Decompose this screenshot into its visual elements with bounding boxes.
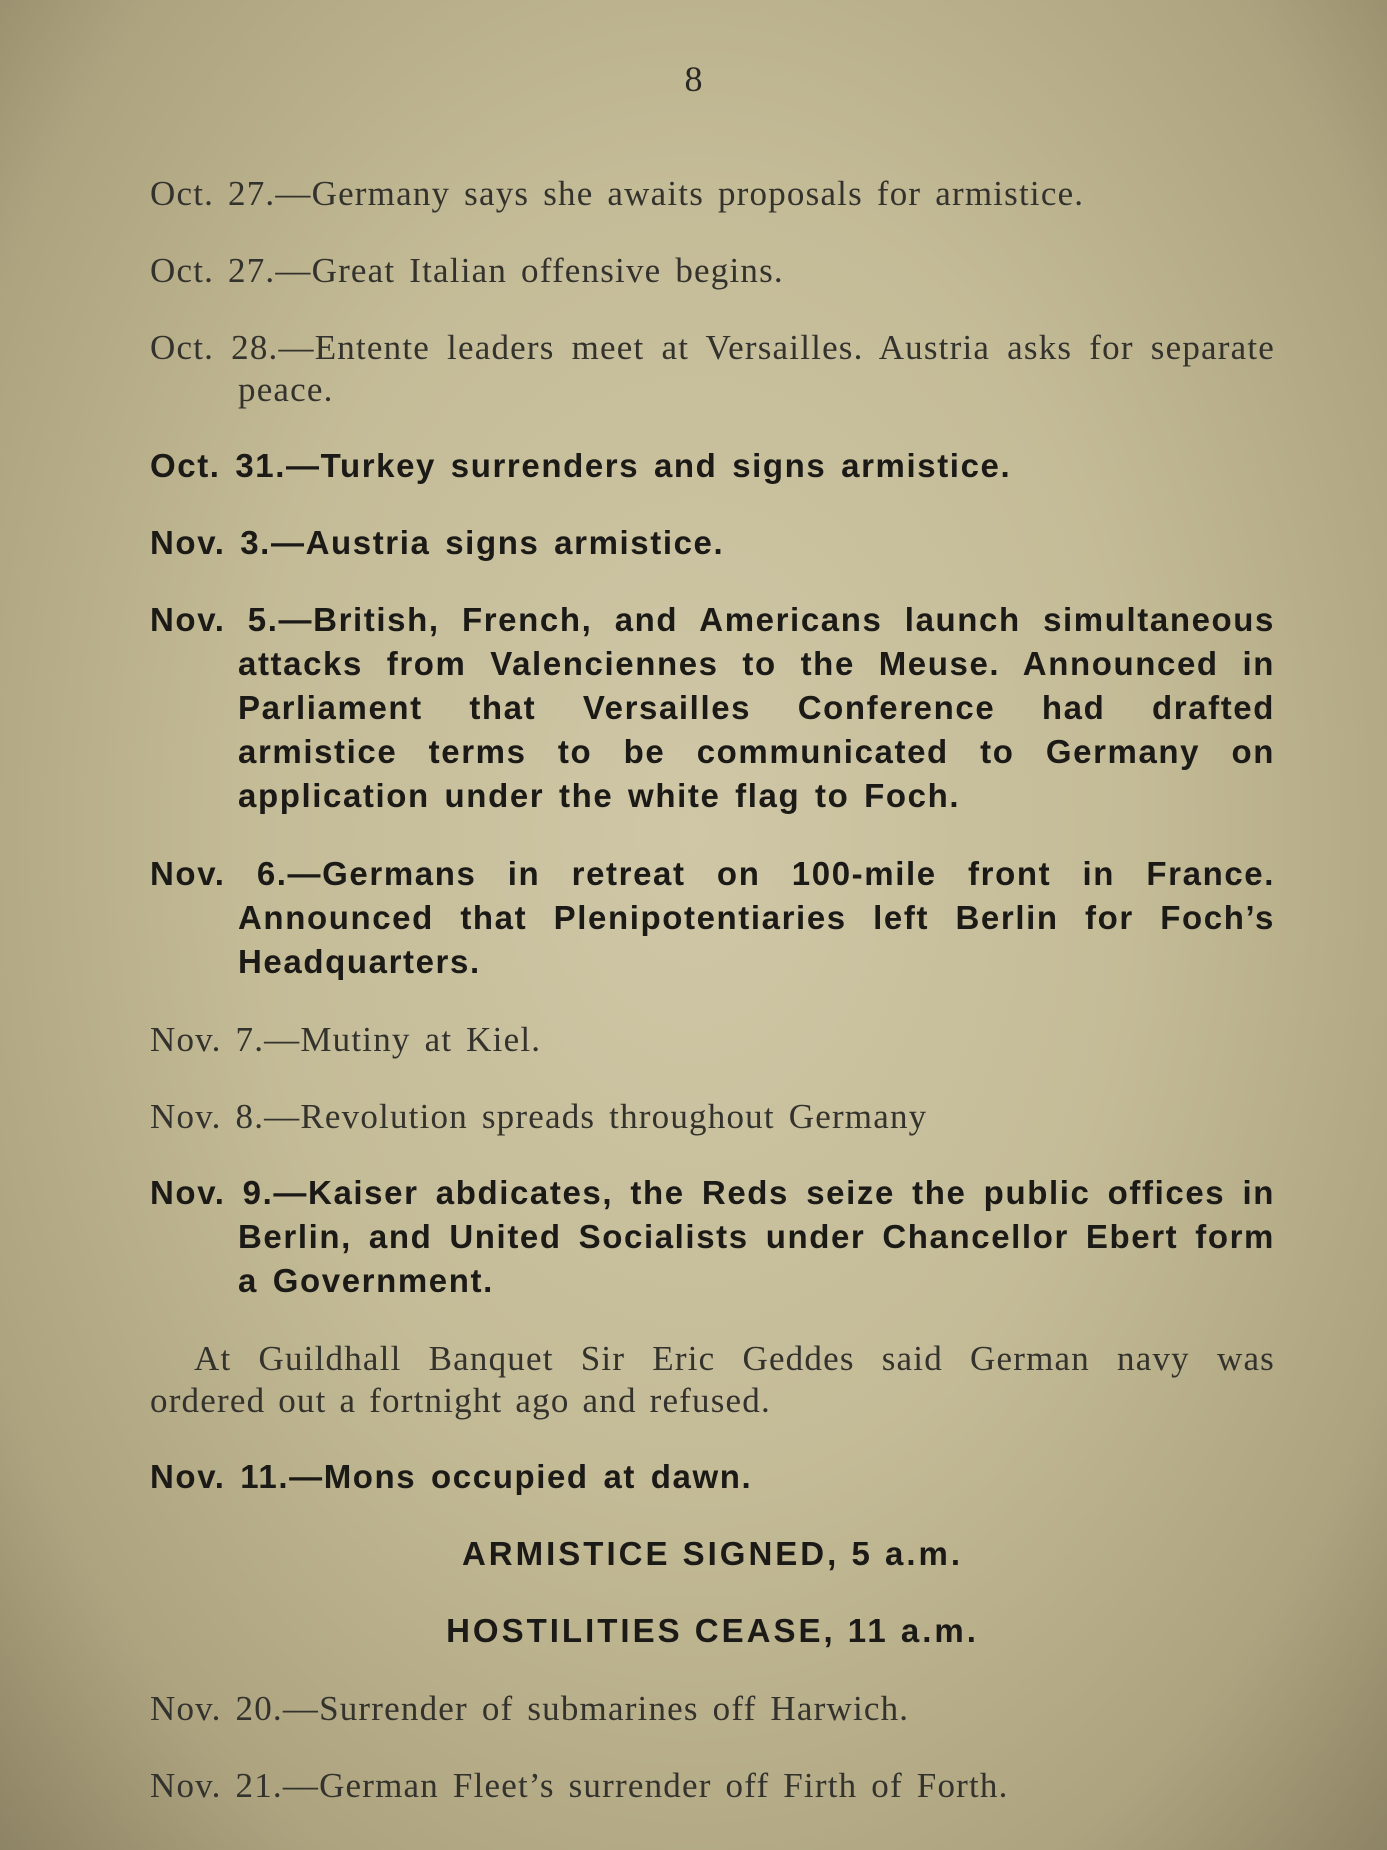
hostilities-cease-headline: HOSTILITIES CEASE, 11 a.m. [446, 1612, 979, 1649]
entry-date: Oct. 28. [150, 328, 279, 367]
entry-date: Nov. 20. [150, 1689, 283, 1728]
entry-dash: — [273, 1174, 309, 1211]
entry-text: Austria signs armistice. [305, 524, 725, 561]
entry-dash: — [287, 855, 323, 892]
entry-dash: — [282, 1689, 320, 1728]
entry-date: Nov. 9. [150, 1174, 274, 1211]
entry-oct-27-proposals [150, 173, 1275, 215]
entry-date: Nov. 11. [150, 1458, 290, 1495]
entry-date: Nov. 5. [150, 601, 279, 638]
entry-dash: — [264, 1097, 301, 1136]
guildhall-paragraph: At Guildhall Banquet Sir Eric Geddes said German navy was ordered out a fortnight ago and refused. [150, 1339, 1275, 1420]
entry-text: Germans in retreat on 100-mile front in France. Announced that Plenipotentiaries left Berlin for Foch’s Headquarters. [238, 855, 1275, 980]
entry-dash: — [289, 1458, 324, 1495]
entry-dash: — [264, 1020, 301, 1059]
entry-text: British, French, and Americans launch simultaneous attacks from Valenciennes to the Meuse. Announced in Parliament that Versailles Conference had drafted armistice terms to be communicated to Germany on application under the white flag to Foch. [238, 601, 1275, 814]
entry-nov-21 [150, 1765, 1275, 1807]
entry-text: Turkey surrenders and signs armistice. [320, 447, 1012, 484]
entry-text: Mons occupied at dawn. [323, 1458, 753, 1495]
entry-text: Revolution spreads throughout Germany [300, 1097, 928, 1136]
entry-oct-31 [150, 444, 1275, 488]
entry-text: Mutiny at Kiel. [300, 1020, 542, 1059]
entry-nov-9 [150, 1171, 1275, 1303]
entry-dash: — [278, 601, 314, 638]
entry-dash: — [275, 251, 312, 290]
entry-dash: — [270, 524, 306, 561]
page-number: 8 [684, 59, 703, 99]
entry-date: Nov. 3. [150, 524, 271, 561]
entry-nov-3 [150, 521, 1275, 565]
entry-text: Germany says she awaits proposals for armistice. [311, 174, 1085, 213]
entry-nov-6 [150, 852, 1275, 984]
entry-dash: — [275, 174, 312, 213]
entry-text: German Fleet’s surrender off Firth of Forth. [319, 1766, 1009, 1805]
entry-nov-11 [150, 1455, 1275, 1499]
entry-date: Nov. 21. [150, 1766, 283, 1805]
chronology-text [150, 138, 1275, 1830]
entry-text: Surrender of submarines off Harwich. [319, 1689, 910, 1728]
entry-text: Kaiser abdicates, the Reds seize the public offices in Berlin, and United Socialists under Chancellor Ebert form a Government. [238, 1174, 1275, 1299]
entry-date: Oct. 31. [150, 447, 287, 484]
entry-nov-8 [150, 1096, 1275, 1138]
entry-nov-7 [150, 1019, 1275, 1061]
entry-date: Oct. 27. [150, 251, 276, 290]
entry-nov-20 [150, 1688, 1275, 1730]
entry-oct-28 [150, 327, 1275, 411]
entry-nov-5 [150, 598, 1275, 818]
entry-dash: — [286, 447, 321, 484]
armistice-signed-headline: ARMISTICE SIGNED, 5 a.m. [461, 1535, 964, 1572]
entry-oct-27-italian [150, 250, 1275, 292]
entry-date: Nov. 8. [150, 1097, 265, 1136]
entry-date: Oct. 27. [150, 174, 276, 213]
entry-text: Entente leaders meet at Versailles. Austria asks for separate peace. [238, 328, 1276, 409]
entry-date: Nov. 7. [150, 1020, 265, 1059]
entry-date: Nov. 6. [150, 855, 288, 892]
entry-dash: — [282, 1766, 320, 1805]
entry-dash: — [278, 328, 315, 367]
entry-text: Great Italian offensive begins. [311, 251, 784, 290]
